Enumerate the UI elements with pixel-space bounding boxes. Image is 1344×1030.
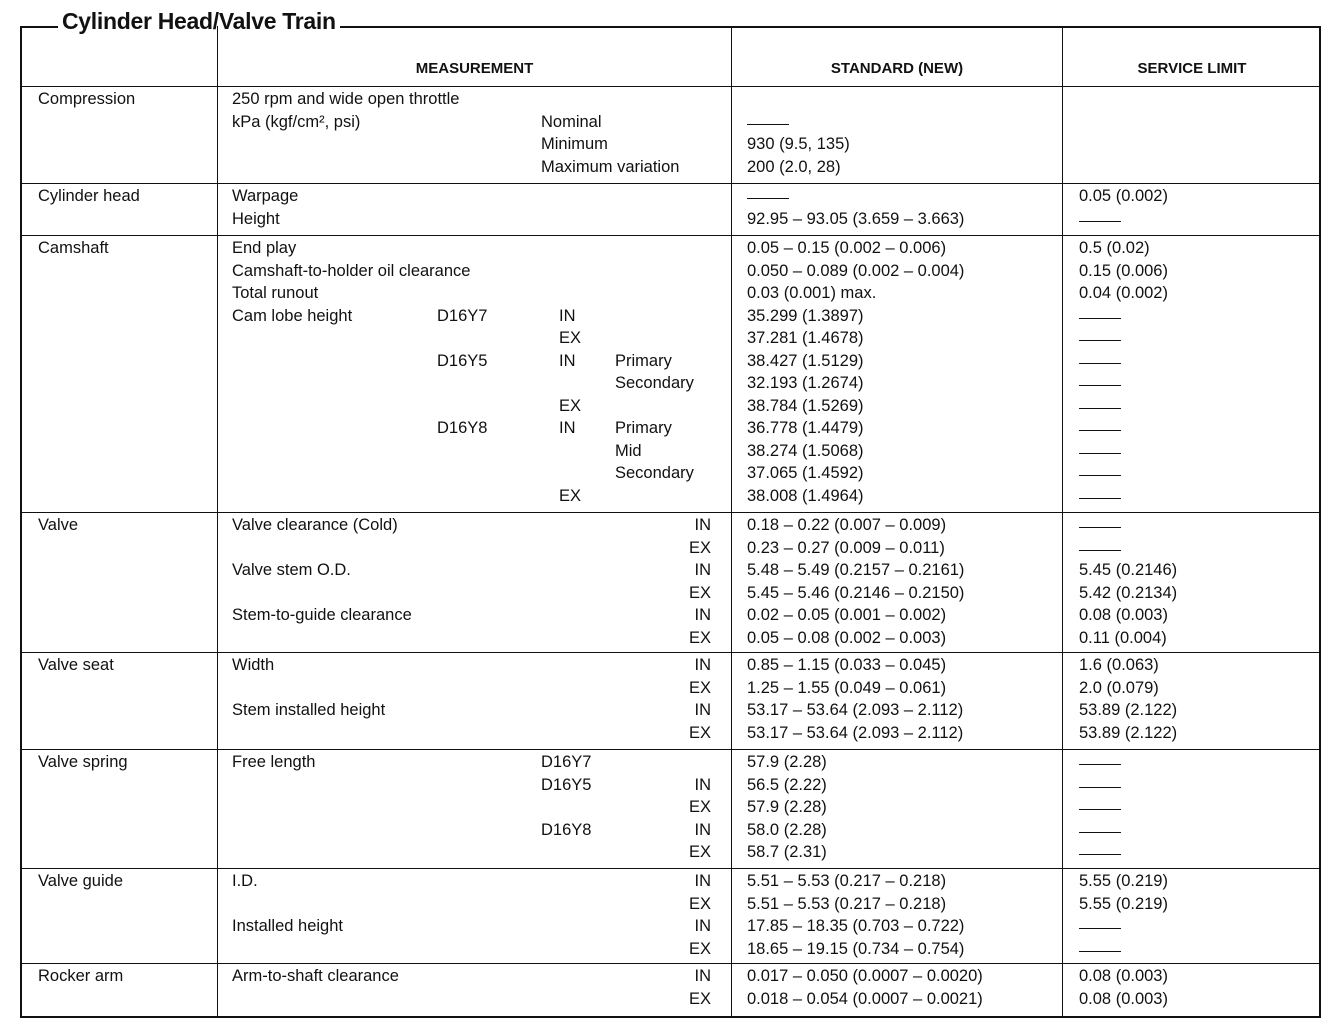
divider-standard [731,26,732,1018]
row-divider [20,86,1321,87]
measurement-text: Primary [615,419,672,437]
standard-value: 58.7 (2.31) [747,843,827,861]
standard-value: 0.05 – 0.15 (0.002 – 0.006) [747,239,947,257]
intake-exhaust-label: IN [694,872,711,890]
standard-value: 930 (9.5, 135) [747,135,850,153]
service-limit-value: 5.55 (0.219) [1079,872,1168,890]
category-label: Valve guide [38,872,124,890]
intake-exhaust-label: EX [688,894,711,913]
measurement-text: 250 rpm and wide open throttle [232,90,460,108]
measurement-text: Mid [615,441,642,460]
category-label: Rocker arm [38,967,124,985]
standard-value: 38.008 (1.4964) [747,486,864,505]
measurement-text: EX [559,486,582,505]
measurement-text: Warpage [232,187,299,205]
standard-value: 0.02 – 0.05 (0.001 – 0.002) [747,606,947,624]
standard-value: 0.23 – 0.27 (0.009 – 0.011) [747,538,945,557]
measurement-text: Minimum [541,135,608,153]
service-limit-value: 53.89 (2.122) [1079,723,1178,742]
standard-value: 53.17 – 53.64 (2.093 – 2.112) [747,723,964,742]
intake-exhaust-label: EX [688,989,711,1008]
divider-category [217,26,218,1018]
row-divider [20,868,1321,869]
measurement-text: I.D. [232,872,258,890]
measurement-text: EX [559,396,582,415]
intake-exhaust-label: IN [694,516,711,534]
limit-not-specified [1079,363,1121,364]
service-limit-value: 0.5 (0.02) [1079,239,1150,257]
category-label: Compression [38,90,136,108]
category-label: Valve [38,516,79,534]
measurement-text: D16Y5 [437,351,488,370]
measurement-text: Total runout [232,284,319,302]
limit-not-specified [1079,498,1121,499]
measurement-text: D16Y7 [541,753,592,771]
intake-exhaust-label: IN [694,967,711,985]
standard-value: 5.51 – 5.53 (0.217 – 0.218) [747,894,947,913]
standard-value: 58.0 (2.28) [747,820,827,839]
row-divider [20,963,1321,964]
intake-exhaust-label: IN [694,820,711,839]
standard-value: 57.9 (2.28) [747,753,827,771]
header-measurement: MEASUREMENT [415,60,534,77]
measurement-text: D16Y7 [437,306,488,325]
standard-value: 200 (2.0, 28) [747,157,841,176]
standard-value: 0.85 – 1.15 (0.033 – 0.045) [747,656,947,674]
measurement-text: Height [232,209,280,228]
measurement-text: Secondary [615,464,694,482]
standard-value: 38.427 (1.5129) [747,351,864,370]
measurement-text: Width [232,656,275,674]
measurement-text: Cam lobe height [232,306,353,325]
standard-not-specified [747,198,789,199]
limit-not-specified [1079,318,1121,319]
limit-not-specified [1079,453,1121,454]
intake-exhaust-label: IN [694,701,711,719]
intake-exhaust-label: IN [694,775,711,794]
standard-value: 0.18 – 0.22 (0.007 – 0.009) [747,516,947,534]
category-label: Valve spring [38,753,128,771]
measurement-text: IN [559,351,576,370]
intake-exhaust-label: EX [688,843,711,861]
row-divider [20,235,1321,236]
limit-not-specified [1079,951,1121,952]
header-service-limit: SERVICE LIMIT [1137,60,1247,77]
intake-exhaust-label: IN [694,917,711,935]
standard-value: 57.9 (2.28) [747,798,827,816]
service-limit-value: 1.6 (0.063) [1079,656,1159,674]
intake-exhaust-label: IN [694,606,711,624]
measurement-text: Stem-to-guide clearance [232,606,412,624]
measurement-text: IN [559,419,576,437]
limit-not-specified [1079,340,1121,341]
service-limit-value: 2.0 (0.079) [1079,678,1159,697]
limit-not-specified [1079,809,1121,810]
category-label: Camshaft [38,239,109,257]
limit-not-specified [1079,854,1121,855]
service-limit-value: 5.42 (0.2134) [1079,583,1178,602]
standard-value: 38.274 (1.5068) [747,441,864,460]
intake-exhaust-label: IN [694,561,711,579]
service-limit-value: 0.11 (0.004) [1079,628,1167,647]
standard-value: 1.25 – 1.55 (0.049 – 0.061) [747,678,947,697]
intake-exhaust-label: EX [688,798,711,816]
limit-not-specified [1079,764,1121,765]
limit-not-specified [1079,430,1121,431]
standard-value: 0.017 – 0.050 (0.0007 – 0.0020) [747,967,983,985]
standard-value: 37.281 (1.4678) [747,329,864,347]
limit-not-specified [1079,787,1121,788]
standard-value: 0.050 – 0.089 (0.002 – 0.004) [747,261,965,280]
standard-value: 36.778 (1.4479) [747,419,864,437]
limit-not-specified [1079,408,1121,409]
service-limit-value: 0.08 (0.003) [1079,606,1168,624]
limit-not-specified [1079,527,1121,528]
standard-value: 17.85 – 18.35 (0.703 – 0.722) [747,917,965,935]
row-divider [20,512,1321,513]
standard-not-specified [747,124,789,125]
standard-value: 5.51 – 5.53 (0.217 – 0.218) [747,872,947,890]
measurement-text: Nominal [541,112,602,131]
standard-value: 38.784 (1.5269) [747,396,864,415]
header-standard: STANDARD (NEW) [830,60,964,77]
measurement-text: Primary [615,351,672,370]
row-divider [20,749,1321,750]
standard-value: 0.018 – 0.054 (0.0007 – 0.0021) [747,989,983,1008]
measurement-text: kPa (kgf/cm², psi) [232,112,361,131]
standard-value: 18.65 – 19.15 (0.734 – 0.754) [747,939,965,958]
service-limit-value: 5.45 (0.2146) [1079,561,1178,579]
intake-exhaust-label: EX [688,538,711,557]
intake-exhaust-label: EX [688,939,711,958]
limit-not-specified [1079,385,1121,386]
measurement-text: Stem installed height [232,701,386,719]
service-limit-value: 0.05 (0.002) [1079,187,1168,205]
intake-exhaust-label: EX [688,678,711,697]
measurement-text: D16Y8 [437,419,488,437]
service-limit-value: 0.04 (0.002) [1079,284,1168,302]
standard-value: 56.5 (2.22) [747,775,827,794]
measurement-text: Installed height [232,917,343,935]
measurement-text: Valve stem O.D. [232,561,351,579]
service-limit-value: 53.89 (2.122) [1079,701,1178,719]
standard-value: 0.03 (0.001) max. [747,284,877,302]
limit-not-specified [1079,550,1121,551]
measurement-text: D16Y5 [541,775,592,794]
standard-value: 35.299 (1.3897) [747,306,864,325]
row-divider [20,183,1321,184]
measurement-text: Secondary [615,374,694,392]
standard-value: 53.17 – 53.64 (2.093 – 2.112) [747,701,964,719]
standard-value: 92.95 – 93.05 (3.659 – 3.663) [747,209,965,228]
measurement-text: Maximum variation [541,157,680,176]
measurement-text: Camshaft-to-holder oil clearance [232,261,471,280]
measurement-text: Free length [232,753,316,771]
service-limit-value: 0.15 (0.006) [1079,261,1168,280]
limit-not-specified [1079,832,1121,833]
page-title: Cylinder Head/Valve Train [58,8,340,35]
category-label: Valve seat [38,656,114,674]
measurement-text: End play [232,239,297,257]
intake-exhaust-label: EX [688,583,711,602]
intake-exhaust-label: EX [688,628,711,647]
category-label: Cylinder head [38,187,140,205]
intake-exhaust-label: EX [688,723,711,742]
measurement-text: D16Y8 [541,820,592,839]
intake-exhaust-label: IN [694,656,711,674]
measurement-text: Arm-to-shaft clearance [232,967,399,985]
measurement-text: IN [559,306,576,325]
measurement-text: Valve clearance (Cold) [232,516,398,534]
standard-value: 32.193 (1.2674) [747,374,864,392]
standard-value: 0.05 – 0.08 (0.002 – 0.003) [747,628,947,647]
limit-not-specified [1079,221,1121,222]
measurement-text: EX [559,329,582,347]
divider-service-limit [1062,26,1063,1018]
service-limit-value: 0.08 (0.003) [1079,967,1168,985]
standard-value: 5.48 – 5.49 (0.2157 – 0.2161) [747,561,965,579]
service-limit-value: 5.55 (0.219) [1079,894,1168,913]
limit-not-specified [1079,928,1121,929]
limit-not-specified [1079,475,1121,476]
service-limit-value: 0.08 (0.003) [1079,989,1168,1008]
row-divider [20,652,1321,653]
standard-value: 5.45 – 5.46 (0.2146 – 0.2150) [747,583,965,602]
standard-value: 37.065 (1.4592) [747,464,864,482]
